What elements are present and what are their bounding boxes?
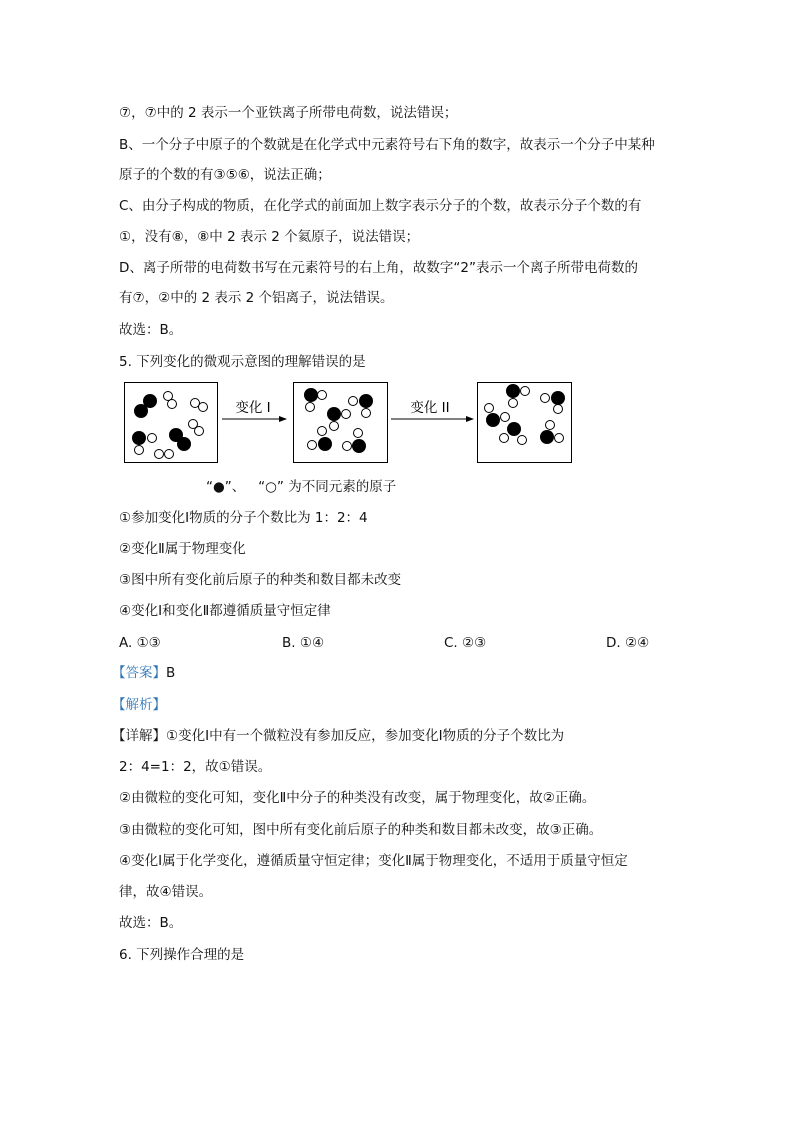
text-line: ③由微粒的变化可知，图中所有变化前后原子的种类和数目都未改变，故③正确。 (119, 822, 603, 838)
arrow-label-2: 变化 II (410, 400, 450, 416)
answer-line (112, 664, 175, 682)
white-atom (135, 446, 144, 455)
text-line: B、一个分子中原子的个数就是在化学式中元素符号右下角的数字，故表示一个分子中某种 (119, 137, 655, 153)
white-atom (165, 450, 174, 459)
detail-tag: 【详解】 (112, 728, 166, 744)
white-atom (168, 400, 177, 409)
analysis-tag: 【解析】 (112, 697, 166, 713)
white-atom (521, 387, 530, 396)
black-atom (327, 407, 341, 421)
white-atom (362, 409, 371, 418)
statement: ④变化Ⅰ和变化Ⅱ都遵循质量守恒定律 (119, 603, 331, 619)
text-line: 故选：B。 (119, 322, 183, 338)
text-line: ⑦，⑦中的 2 表示一个亚铁离子所带电荷数，说法错误； (119, 105, 458, 121)
text-line: 故选：B。 (119, 915, 183, 931)
white-atom (318, 427, 327, 436)
white-atom (318, 391, 327, 400)
black-atom (486, 413, 500, 427)
white-atom (518, 436, 527, 445)
black-atom (177, 437, 191, 451)
black-atom (132, 431, 146, 445)
white-atom (199, 403, 208, 412)
statement: ②变化Ⅱ属于物理变化 (119, 541, 246, 557)
text-line: 2：4=1：2，故①错误。 (119, 759, 272, 775)
answer-tag: 【答案】 (112, 665, 166, 681)
statement: ①参加变化Ⅰ物质的分子个数比为 1：2：4 (119, 510, 368, 526)
black-atom (318, 437, 332, 451)
white-atom (500, 434, 509, 443)
white-atom (501, 413, 510, 422)
white-atom (485, 404, 494, 413)
arrow-label-1: 变化 I (235, 400, 271, 416)
legend-white-atom: “○” (258, 479, 284, 495)
black-atom (540, 430, 554, 444)
option-c: C. ②③ (444, 635, 487, 651)
text-line: C、由分子构成的物质，在化学式的前面加上数字表示分子的个数，故表示分子个数的有 (119, 198, 642, 214)
question-5-title: 5. 下列变化的微观示意图的理解错误的是 (119, 354, 366, 370)
legend (206, 478, 396, 496)
white-atom (349, 397, 358, 406)
option-b: B. ①④ (282, 635, 325, 651)
black-atom (352, 439, 366, 453)
text-line: ①，没有⑧，⑧中 2 表示 2 个氦原子，说法错误； (119, 229, 420, 245)
black-atom (507, 422, 521, 436)
white-atom (509, 399, 518, 408)
black-atom (359, 394, 373, 408)
text-line: ④变化Ⅰ属于化学变化，遵循质量守恒定律；变化Ⅱ属于物理变化，不适用于质量守恒定 (119, 853, 628, 869)
question-6-title: 6. 下列操作合理的是 (119, 947, 245, 963)
option-d: D. ②④ (606, 635, 650, 651)
black-atom (506, 384, 520, 398)
white-atom (306, 403, 315, 412)
legend-black-atom: “●”、 (206, 479, 246, 495)
legend-text: 为不同元素的原子 (288, 479, 397, 495)
white-atom (554, 405, 563, 414)
black-atom (134, 404, 148, 418)
text-line: 原子的个数的有③⑤⑥，说法正确； (119, 167, 331, 183)
atoms (132, 384, 565, 459)
white-atom (148, 434, 157, 443)
answer-value: B (166, 665, 176, 681)
text-line: ②由微粒的变化可知，变化Ⅱ中分子的种类没有改变，属于物理变化，故②正确。 (119, 790, 596, 806)
option-a: A. ①③ (119, 635, 161, 651)
white-atom (342, 410, 351, 419)
micro-diagram (0, 0, 794, 520)
white-atom (195, 427, 204, 436)
text-line: D、离子所带的电荷数书写在元素符号的右上角，故数字“2”表示一个离子所带电荷数的 (119, 260, 638, 276)
black-atom (551, 391, 565, 405)
white-atom (155, 450, 164, 459)
white-atom (541, 394, 550, 403)
text-line: ①变化Ⅰ中有一个微粒没有参加反应，参加变化Ⅰ物质的分子个数比为 (166, 728, 565, 744)
white-atom (308, 441, 317, 450)
black-atom (304, 388, 318, 402)
detail-line (112, 727, 564, 745)
text-line: 律，故④错误。 (119, 884, 213, 900)
white-atom (330, 422, 339, 431)
white-atom (343, 442, 352, 451)
white-atom (354, 429, 363, 438)
white-atom (555, 434, 564, 443)
statement: ③图中所有变化前后原子的种类和数目都未改变 (119, 572, 402, 588)
text-line: 有⑦，②中的 2 表示 2 个铝离子，说法错误。 (119, 290, 394, 306)
white-atom (546, 421, 555, 430)
